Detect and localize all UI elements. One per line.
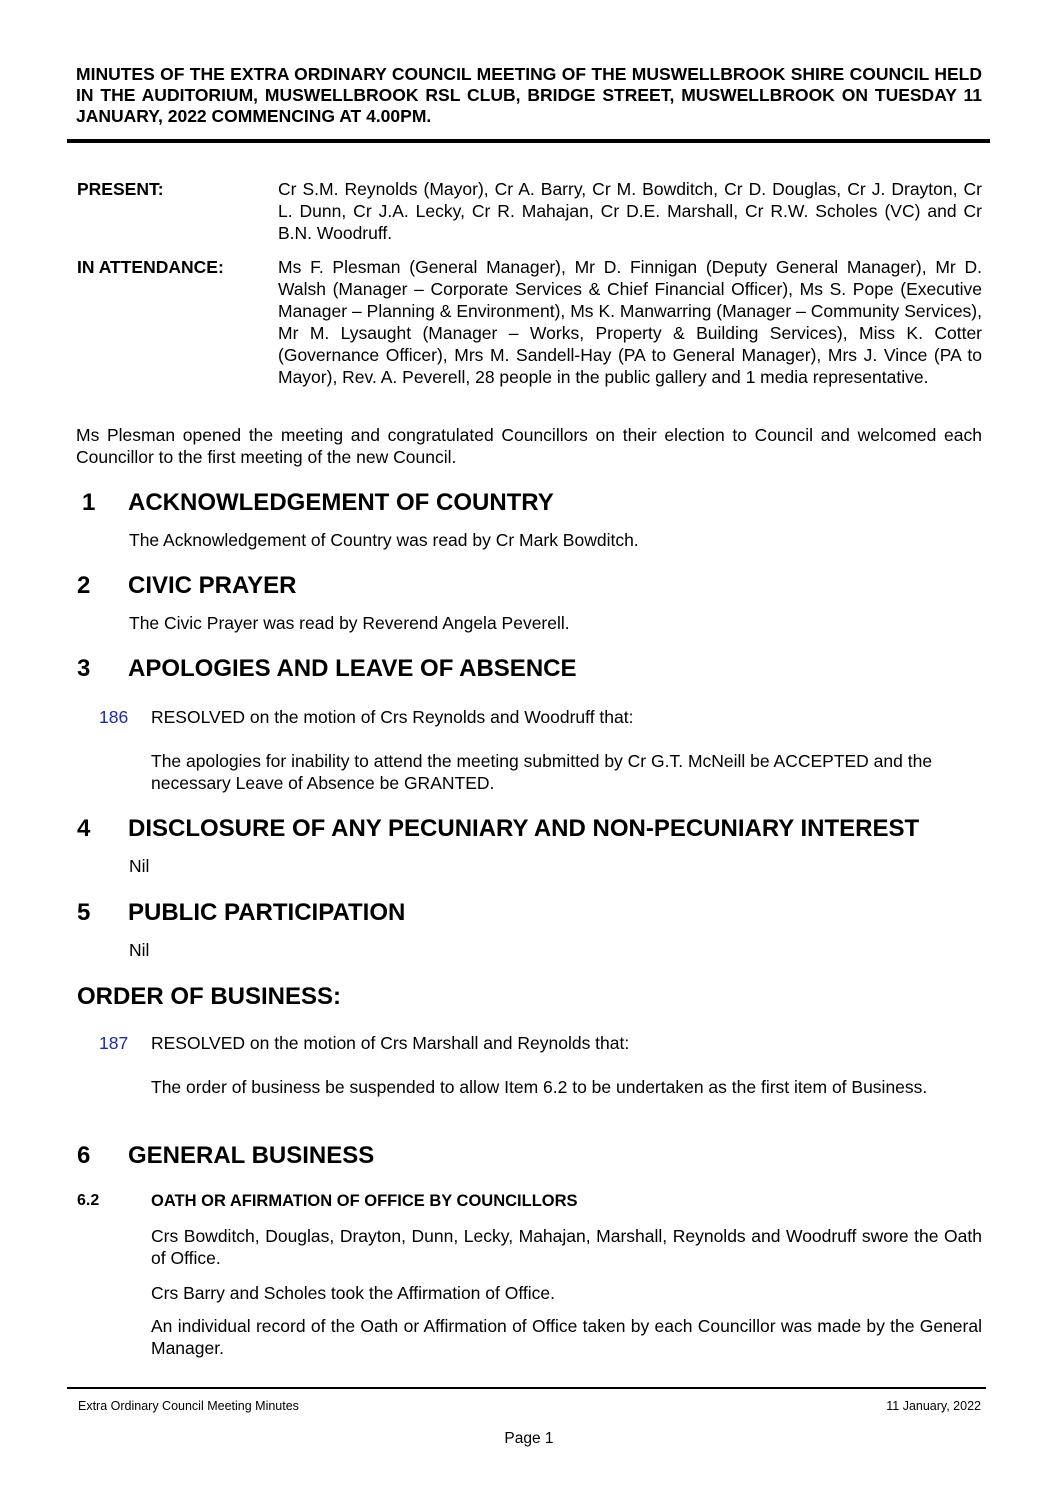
section-4-body: Nil [129, 856, 150, 876]
title-divider [67, 139, 990, 143]
order-of-business-title: ORDER OF BUSINESS: [77, 983, 342, 1010]
resolution-text: RESOLVED on the motion of Crs Marshall and Reynolds that: [151, 1033, 630, 1053]
attendance-label: IN ATTENDANCE: [77, 257, 224, 277]
affirmation-paragraph: Crs Barry and Scholes took the Affirmation of Office. [151, 1283, 555, 1303]
section-2-body: The Civic Prayer was read by Reverend Angela Peverell. [129, 613, 570, 633]
resolution-body: The order of business be suspended to allow Item 6.2 to be undertaken as the first item of Business. [151, 1077, 928, 1097]
attendance-text: Ms F. Plesman (General Manager), Mr D. Finnigan (Deputy General Manager), Mr D. Walsh (Manager – Corporate Services & Chief Financial Officer), Ms S. Pope (Executive Manager – Planning & Environment), Ms K. Manwarring (Manager – Community Services), Mr M. Lysaught (Manager – Works, Property & Building Services), Miss K. Cotter (Governance Officer), Mrs M. Sandell-Hay (PA to General Manager), Mrs J. Vince (PA to Mayor), Rev. A. Peverell, 28 people in the public gallery and 1 media representative. [278, 257, 982, 387]
present-text: Cr S.M. Reynolds (Mayor), Cr A. Barry, Cr M. Bowditch, Cr D. Douglas, Cr J. Drayton, Cr L. Dunn, Cr J.A. Lecky, Cr R. Mahajan, Cr D.E. Marshall, Cr R.W. Scholes (VC) and Cr B.N. Woodruff. [278, 179, 982, 243]
record-paragraph: An individual record of the Oath or Affirmation of Office taken by each Councillor was made by the General Manager. [151, 1316, 982, 1358]
section-1-body: The Acknowledgement of Country was read by Cr Mark Bowditch. [129, 530, 639, 550]
section-2-number: 2 [77, 572, 91, 599]
section-2-title: CIVIC PRAYER [128, 572, 297, 599]
page-number: Page 1 [504, 1430, 554, 1447]
section-5-number: 5 [77, 899, 91, 926]
footer-date: 11 January, 2022 [886, 1399, 981, 1413]
section-4-number: 4 [77, 815, 91, 842]
section-5-title: PUBLIC PARTICIPATION [128, 899, 406, 926]
resolution-body: The apologies for inability to attend the meeting submitted by Cr G.T. McNeill be ACCEPTED and the necessary Leave of Absence be GRANTED. [151, 751, 933, 793]
resolution-text: RESOLVED on the motion of Crs Reynolds and Woodruff that: [151, 707, 634, 727]
document-title: MINUTES OF THE EXTRA ORDINARY COUNCIL MEETING OF THE MUSWELLBROOK SHIRE COUNCIL HELD IN THE AUDITORIUM, MUSWELLBROOK RSL CLUB, BRIDGE STREET, MUSWELLBROOK ON TUESDAY 11 JANUARY, 2022 COMMENCING AT 4.00PM. [76, 64, 982, 126]
resolution-number: 187 [99, 1033, 129, 1053]
present-label: PRESENT: [77, 179, 164, 199]
opening-paragraph: Ms Plesman opened the meeting and congratulated Councillors on their election to Council and welcomed each Councillor to the first meeting of the new Council. [76, 425, 982, 467]
section-6-title: GENERAL BUSINESS [128, 1142, 375, 1169]
footer-divider [67, 1387, 986, 1389]
oath-paragraph: Crs Bowditch, Douglas, Drayton, Dunn, Lecky, Mahajan, Marshall, Reynolds and Woodruff swore the Oath of Office. [151, 1226, 982, 1268]
section-1-title: ACKNOWLEDGEMENT OF COUNTRY [128, 489, 554, 516]
subsection-number: 6.2 [77, 1192, 100, 1209]
resolution-number: 186 [99, 707, 129, 727]
section-6-number: 6 [77, 1142, 91, 1169]
subsection-title: OATH OR AFIRMATION OF OFFICE BY COUNCILLORS [151, 1192, 578, 1210]
section-5-body: Nil [129, 940, 150, 960]
footer-title: Extra Ordinary Council Meeting Minutes [78, 1399, 299, 1413]
section-4-title: DISCLOSURE OF ANY PECUNIARY AND NON-PECUNIARY INTEREST [128, 815, 920, 842]
section-1-number: 1 [82, 489, 96, 516]
section-3-number: 3 [77, 655, 91, 682]
section-3-title: APOLOGIES AND LEAVE OF ABSENCE [128, 655, 577, 682]
